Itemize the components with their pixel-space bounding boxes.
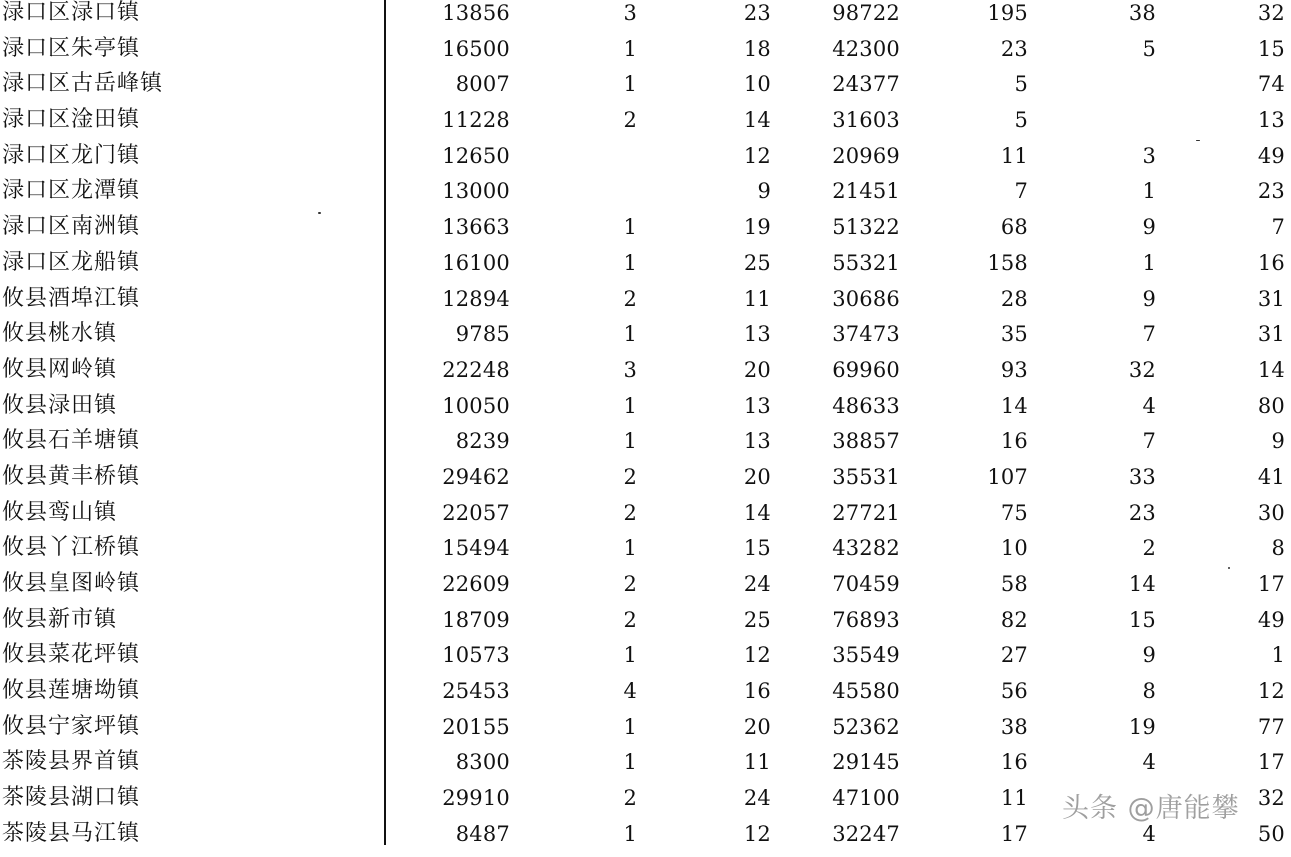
value-cell-col3: 20 [743, 714, 771, 739]
town-name-cell: 攸县桃水镇 [2, 321, 118, 347]
value-cell-col4: 35531 [832, 464, 900, 489]
value-cell-col7: 23 [1257, 179, 1285, 204]
value-cell-col1: 25453 [442, 679, 510, 704]
value-cell-col5: 16 [1000, 750, 1028, 775]
value-cell-col3: 19 [743, 215, 771, 240]
value-cell-col7: 50 [1257, 821, 1285, 846]
value-cell-col6: 38 [1128, 1, 1156, 25]
scan-speck [1196, 140, 1200, 141]
table-row [0, 821, 1291, 857]
value-cell-col1: 8487 [455, 821, 510, 846]
value-cell-col7: 31 [1257, 322, 1285, 347]
value-cell-col1: 22248 [442, 357, 510, 382]
value-cell-col4: 42300 [832, 36, 900, 61]
value-cell-col2: 1 [623, 215, 637, 240]
town-name-cell: 攸县黄丰桥镇 [2, 463, 141, 489]
value-cell-col5: 16 [1000, 429, 1028, 454]
value-cell-col4: 21451 [832, 179, 900, 204]
value-cell-col2: 1 [623, 429, 637, 454]
value-cell-col4: 24377 [832, 72, 900, 97]
value-cell-col5: 11 [1000, 143, 1028, 168]
value-cell-col2: 2 [623, 108, 637, 133]
value-cell-col3: 14 [743, 500, 771, 525]
town-name-cell: 攸县渌田镇 [2, 392, 118, 418]
town-name-cell: 攸县新市镇 [2, 606, 118, 632]
table-row [0, 178, 1291, 214]
town-name-cell: 攸县莲塘坳镇 [2, 678, 141, 704]
value-cell-col5: 38 [1000, 714, 1028, 739]
value-cell-col3: 16 [743, 679, 771, 704]
value-cell-col5: 93 [1000, 357, 1028, 382]
value-cell-col4: 98722 [832, 1, 900, 25]
town-name-cell: 攸县石羊塘镇 [2, 428, 141, 454]
value-cell-col4: 51322 [832, 215, 900, 240]
value-cell-col3: 13 [743, 393, 771, 418]
watermark: 头条 @唐能攀 [1062, 793, 1240, 824]
value-cell-col4: 45580 [832, 679, 900, 704]
value-cell-col1: 16500 [442, 36, 510, 61]
value-cell-col4: 69960 [832, 357, 900, 382]
value-cell-col1: 16100 [442, 250, 510, 275]
value-cell-col6: 8 [1142, 679, 1156, 704]
value-cell-col5: 23 [1000, 36, 1028, 61]
value-cell-col2: 1 [623, 821, 637, 846]
value-cell-col6: 7 [1142, 322, 1156, 347]
value-cell-col4: 43282 [832, 536, 900, 561]
value-cell-col7: 49 [1257, 607, 1285, 632]
value-cell-col4: 32247 [832, 821, 900, 846]
value-cell-col3: 23 [743, 1, 771, 25]
value-cell-col5: 35 [1000, 322, 1028, 347]
value-cell-col4: 29145 [832, 750, 900, 775]
value-cell-col3: 13 [743, 429, 771, 454]
town-name-cell: 渌口区朱亭镇 [2, 35, 141, 61]
value-cell-col4: 38857 [832, 429, 900, 454]
value-cell-col3: 25 [743, 607, 771, 632]
value-cell-col6: 1 [1142, 179, 1156, 204]
town-name-cell: 茶陵县马江镇 [2, 820, 141, 846]
value-cell-col7: 16 [1257, 250, 1285, 275]
value-cell-col7: 30 [1257, 500, 1285, 525]
value-cell-col6: 4 [1142, 750, 1156, 775]
value-cell-col2: 1 [623, 643, 637, 668]
value-cell-col6: 2 [1142, 536, 1156, 561]
value-cell-col4: 37473 [832, 322, 900, 347]
value-cell-col6: 4 [1142, 821, 1156, 846]
scan-speck [318, 212, 321, 214]
value-cell-col7: 8 [1271, 536, 1285, 561]
value-cell-col6: 5 [1142, 36, 1156, 61]
value-cell-col5: 75 [1000, 500, 1028, 525]
value-cell-col7: 12 [1257, 679, 1285, 704]
value-cell-col7: 15 [1257, 36, 1285, 61]
table-row [0, 71, 1291, 107]
value-cell-col5: 7 [1014, 179, 1028, 204]
value-cell-col1: 15494 [442, 536, 510, 561]
value-cell-col5: 107 [987, 464, 1028, 489]
town-name-cell: 渌口区古岳峰镇 [2, 71, 164, 97]
value-cell-col1: 18709 [442, 607, 510, 632]
town-name-cell: 攸县酒埠江镇 [2, 285, 141, 311]
value-cell-col5: 58 [1000, 572, 1028, 596]
value-cell-col2: 1 [623, 36, 637, 61]
value-cell-col6: 15 [1128, 607, 1156, 632]
value-cell-col7: 31 [1257, 286, 1285, 311]
value-cell-col5: 28 [1000, 286, 1028, 311]
table-row [0, 642, 1291, 678]
value-cell-col2: 1 [623, 536, 637, 561]
value-cell-col4: 70459 [832, 572, 900, 596]
value-cell-col2: 2 [623, 286, 637, 311]
value-cell-col2: 2 [623, 464, 637, 489]
value-cell-col1: 10050 [442, 393, 510, 418]
value-cell-col3: 18 [743, 36, 771, 61]
value-cell-col7: 7 [1271, 215, 1285, 240]
value-cell-col3: 10 [743, 72, 771, 97]
value-cell-col2: 1 [623, 750, 637, 775]
value-cell-col1: 13663 [442, 215, 510, 240]
value-cell-col7: 13 [1257, 108, 1285, 133]
value-cell-col1: 13000 [442, 179, 510, 204]
value-cell-col7: 9 [1271, 429, 1285, 454]
value-cell-col5: 195 [987, 1, 1028, 25]
value-cell-col5: 5 [1014, 72, 1028, 97]
table-row [0, 749, 1291, 785]
value-cell-col5: 5 [1014, 108, 1028, 133]
value-cell-col4: 76893 [832, 607, 900, 632]
value-cell-col3: 20 [743, 464, 771, 489]
value-cell-col1: 10573 [442, 643, 510, 668]
value-cell-col3: 11 [743, 286, 771, 311]
value-cell-col5: 17 [1000, 821, 1028, 846]
value-cell-col3: 11 [743, 750, 771, 775]
table-row [0, 428, 1291, 464]
table-row [0, 571, 1291, 607]
table-row [0, 0, 1291, 36]
value-cell-col2: 3 [623, 357, 637, 382]
value-cell-col1: 12894 [442, 286, 510, 311]
value-cell-col5: 68 [1000, 215, 1028, 240]
town-name-cell: 攸县丫江桥镇 [2, 535, 141, 561]
value-cell-col5: 27 [1000, 643, 1028, 668]
value-cell-col2: 2 [623, 607, 637, 632]
value-cell-col3: 13 [743, 322, 771, 347]
table-row [0, 357, 1291, 393]
value-cell-col4: 35549 [832, 643, 900, 668]
value-cell-col5: 82 [1000, 607, 1028, 632]
value-cell-col7: 80 [1257, 393, 1285, 418]
town-name-cell: 渌口区龙船镇 [2, 249, 141, 275]
value-cell-col3: 12 [743, 821, 771, 846]
value-cell-col7: 32 [1257, 786, 1285, 811]
value-cell-col2: 1 [623, 72, 637, 97]
value-cell-col2: 1 [623, 714, 637, 739]
town-name-cell: 渌口区龙门镇 [2, 142, 141, 168]
value-cell-col1: 22609 [442, 572, 510, 596]
value-cell-col6: 9 [1142, 215, 1156, 240]
table-row [0, 143, 1291, 179]
value-cell-col3: 15 [743, 536, 771, 561]
table-row [0, 714, 1291, 750]
value-cell-col1: 8007 [455, 72, 510, 97]
value-cell-col3: 24 [743, 786, 771, 811]
value-cell-col1: 29462 [442, 464, 510, 489]
table-row [0, 107, 1291, 143]
value-cell-col7: 49 [1257, 143, 1285, 168]
town-name-cell: 茶陵县湖口镇 [2, 785, 141, 811]
value-cell-col2: 4 [623, 679, 637, 704]
value-cell-col3: 24 [743, 572, 771, 596]
value-cell-col3: 12 [743, 143, 771, 168]
value-cell-col2: 2 [623, 572, 637, 596]
value-cell-col4: 48633 [832, 393, 900, 418]
town-name-cell: 攸县鸾山镇 [2, 499, 118, 525]
value-cell-col2: 1 [623, 393, 637, 418]
table-row [0, 535, 1291, 571]
value-cell-col7: 17 [1257, 750, 1285, 775]
town-name-cell: 渌口区淦田镇 [2, 107, 141, 133]
value-cell-col2: 2 [623, 500, 637, 525]
value-cell-col1: 22057 [442, 500, 510, 525]
value-cell-col6: 1 [1142, 250, 1156, 275]
table-row [0, 678, 1291, 714]
value-cell-col7: 1 [1271, 643, 1285, 668]
value-cell-col3: 20 [743, 357, 771, 382]
value-cell-col1: 9785 [455, 322, 510, 347]
table-row [0, 500, 1291, 536]
table-row [0, 321, 1291, 357]
value-cell-col5: 14 [1000, 393, 1028, 418]
value-cell-col1: 29910 [442, 786, 510, 811]
value-cell-col1: 11228 [442, 108, 510, 133]
value-cell-col4: 20969 [832, 143, 900, 168]
value-cell-col5: 158 [987, 250, 1028, 275]
value-cell-col6: 3 [1142, 143, 1156, 168]
value-cell-col4: 31603 [832, 108, 900, 133]
value-cell-col6: 4 [1142, 393, 1156, 418]
value-cell-col2: 3 [623, 1, 637, 25]
value-cell-col7: 14 [1257, 357, 1285, 382]
value-cell-col5: 11 [1000, 786, 1028, 811]
value-cell-col7: 41 [1257, 464, 1285, 489]
town-name-cell: 攸县网岭镇 [2, 356, 118, 382]
table-row [0, 250, 1291, 286]
value-cell-col6: 19 [1128, 714, 1156, 739]
table-row [0, 36, 1291, 72]
value-cell-col6: 14 [1128, 572, 1156, 596]
value-cell-col1: 12650 [442, 143, 510, 168]
value-cell-col2: 2 [623, 786, 637, 811]
value-cell-col4: 30686 [832, 286, 900, 311]
town-name-cell: 攸县宁家坪镇 [2, 713, 141, 739]
value-cell-col3: 14 [743, 108, 771, 133]
town-name-cell: 茶陵县界首镇 [2, 749, 141, 775]
value-cell-col1: 8239 [455, 429, 510, 454]
value-cell-col6: 23 [1128, 500, 1156, 525]
value-cell-col1: 13856 [442, 1, 510, 25]
value-cell-col4: 27721 [832, 500, 900, 525]
table-row [0, 607, 1291, 643]
town-name-cell: 渌口区渌口镇 [2, 0, 141, 25]
value-cell-col7: 17 [1257, 572, 1285, 596]
value-cell-col2: 1 [623, 250, 637, 275]
value-cell-col3: 25 [743, 250, 771, 275]
value-cell-col7: 74 [1257, 72, 1285, 97]
value-cell-col6: 9 [1142, 286, 1156, 311]
table-row [0, 214, 1291, 250]
value-cell-col4: 55321 [832, 250, 900, 275]
value-cell-col1: 8300 [455, 750, 510, 775]
value-cell-col4: 47100 [832, 786, 900, 811]
table-row [0, 286, 1291, 322]
table-row [0, 393, 1291, 429]
value-cell-col5: 10 [1000, 536, 1028, 561]
town-name-cell: 渌口区龙潭镇 [2, 178, 141, 204]
town-name-cell: 攸县皇图岭镇 [2, 571, 141, 596]
town-name-cell: 渌口区南洲镇 [2, 214, 141, 240]
value-cell-col6: 9 [1142, 643, 1156, 668]
value-cell-col5: 56 [1000, 679, 1028, 704]
value-cell-col6: 32 [1128, 357, 1156, 382]
value-cell-col2: 1 [623, 322, 637, 347]
value-cell-col4: 52362 [832, 714, 900, 739]
value-cell-col1: 20155 [442, 714, 510, 739]
value-cell-col6: 33 [1128, 464, 1156, 489]
value-cell-col6: 7 [1142, 429, 1156, 454]
value-cell-col3: 9 [757, 179, 771, 204]
value-cell-col7: 32 [1257, 1, 1285, 25]
town-name-cell: 攸县菜花坪镇 [2, 642, 141, 668]
value-cell-col3: 12 [743, 643, 771, 668]
value-cell-col7: 77 [1257, 714, 1285, 739]
scan-speck [1228, 567, 1230, 569]
table-row [0, 464, 1291, 500]
